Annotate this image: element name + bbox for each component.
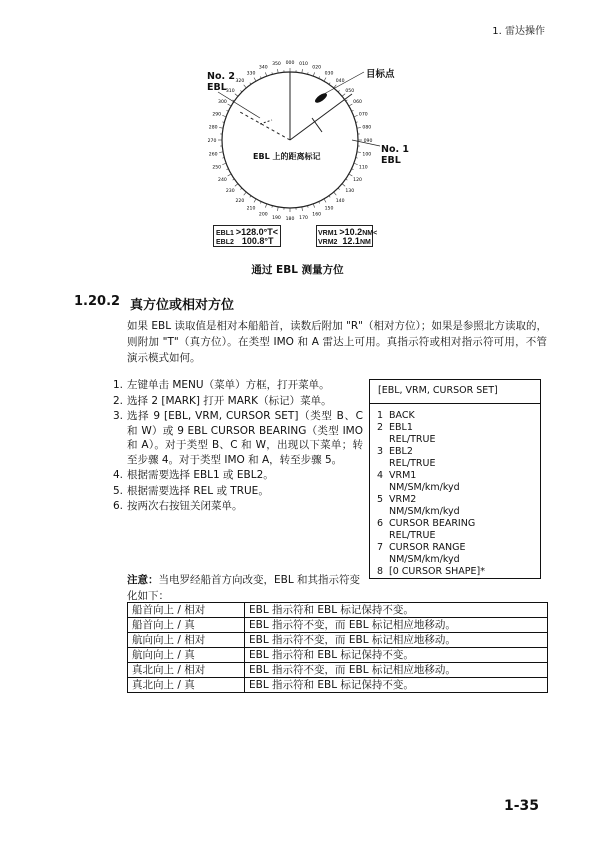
- bearing-tick-label: 000: [285, 61, 295, 66]
- bearing-tick-label: 150: [324, 206, 334, 212]
- bearing-tick: [302, 207, 303, 211]
- table-cell-mode: 真北向上 / 真: [128, 678, 245, 693]
- table-row: [128, 603, 548, 618]
- bearing-tick: [235, 94, 238, 97]
- menu-item[interactable]: [377, 482, 540, 494]
- table-cell-behavior: EBL 指示符不变，而 EBL 标记相应地移动。: [245, 663, 548, 678]
- bearing-tick-label: 290: [212, 112, 222, 118]
- bearing-tick-label: 220: [235, 198, 245, 204]
- heading-mode-table: [127, 602, 548, 693]
- page-header-chapter: 1. 雷达操作: [492, 26, 545, 37]
- menu-item-label: NM/SM/km/kyd: [389, 506, 460, 517]
- menu-item-number: 2: [377, 422, 384, 433]
- bearing-tick-label: 210: [246, 206, 256, 212]
- table-cell-behavior: EBL 指示符和 EBL 标记保持不变。: [245, 648, 548, 663]
- menu-item-label: VRM2: [389, 494, 417, 505]
- bearing-tick: [244, 85, 247, 88]
- bearing-tick-label: 110: [358, 165, 368, 171]
- menu-item[interactable]: [377, 434, 540, 446]
- bearing-tick-label: 300: [218, 100, 227, 105]
- bearing-tick: [254, 78, 256, 81]
- table-cell-mode: 航向向上 / 相对: [128, 633, 245, 648]
- ebl2-range-marker: [260, 120, 272, 124]
- bearing-tick-label: 120: [353, 178, 362, 183]
- bearing-tick-label: 170: [299, 215, 308, 221]
- table-row: [128, 633, 548, 648]
- bearing-tick: [254, 199, 256, 202]
- menu-item[interactable]: [377, 506, 540, 518]
- menu-item[interactable]: [377, 542, 540, 554]
- bearing-tick: [302, 69, 303, 73]
- ebl1-readout: EBL1 >128.0°T<: [216, 227, 278, 237]
- table-cell-behavior: EBL 指示符不变，而 EBL 标记相应地移动。: [245, 633, 548, 648]
- bearing-tick-label: 020: [312, 65, 322, 71]
- table-cell-behavior: EBL 指示符不变，而 EBL 标记相应地移动。: [245, 618, 548, 633]
- table-row: [128, 648, 548, 663]
- bearing-tick-label: 350: [272, 62, 281, 68]
- bearing-tick: [265, 204, 266, 208]
- bearing-tick: [265, 72, 266, 76]
- table-row: [128, 663, 548, 678]
- bearing-tick-label: 340: [258, 65, 268, 71]
- menu-item-number: 6: [377, 518, 384, 529]
- menu-item-label: [0 CURSOR SHAPE]*: [389, 566, 485, 577]
- bearing-tick-label: 320: [235, 79, 245, 85]
- range-mark-label: EBL 上的距离标记: [253, 152, 321, 161]
- bearing-tick-label: 240: [218, 178, 227, 183]
- menu-item-label: VRM1: [389, 470, 417, 481]
- bearing-tick: [324, 78, 326, 81]
- menu-item-number: [377, 506, 389, 518]
- bearing-tick-label: 050: [345, 88, 355, 94]
- bearing-tick: [228, 104, 231, 106]
- bearing-tick-label: 010: [299, 62, 308, 68]
- figure-caption: 通过 EBL 测量方位: [251, 264, 344, 276]
- no1-ebl-label: No. 1 EBL: [381, 144, 410, 166]
- menu-item-number: [377, 554, 389, 566]
- target-echo: [314, 92, 329, 105]
- menu-item[interactable]: [377, 530, 540, 542]
- bearing-tick: [354, 163, 358, 164]
- menu-panel: [369, 379, 541, 579]
- bearing-tick-label: 130: [345, 189, 355, 195]
- bearing-tick-label: 280: [208, 125, 218, 131]
- bearing-tick-label: 250: [212, 165, 222, 171]
- menu-item-number: [377, 482, 389, 494]
- bearing-tick-label: 180: [285, 217, 295, 222]
- bearing-tick: [222, 115, 226, 116]
- menu-item[interactable]: [377, 566, 540, 578]
- bearing-tick: [219, 152, 223, 153]
- target-label: 目标点: [366, 69, 395, 80]
- menu-item[interactable]: [377, 554, 540, 566]
- bearing-tick: [222, 163, 226, 164]
- menu-item[interactable]: [377, 422, 540, 434]
- table-cell-mode: 船首向上 / 真: [128, 618, 245, 633]
- menu-item[interactable]: [377, 458, 540, 470]
- bearing-tick-label: 070: [358, 112, 368, 118]
- menu-item-number: 3: [377, 446, 384, 457]
- menu-list: [370, 404, 540, 578]
- bearing-tick-label: 140: [335, 198, 345, 204]
- step-item: 1. 左键单击 MENU（菜单）方框，打开菜单。: [113, 379, 330, 391]
- no2-ebl-label: No. 2 EBL: [207, 71, 236, 93]
- bearing-tick-label: 100: [362, 152, 372, 158]
- bearing-tick: [241, 188, 242, 189]
- bearing-tick: [313, 72, 314, 76]
- table-row: [128, 618, 548, 633]
- step-item: 4. 根据需要选择 EBL1 或 EBL2。: [113, 469, 274, 481]
- menu-item-label: NM/SM/km/kyd: [389, 554, 460, 565]
- bearing-tick-label: 090: [363, 139, 373, 144]
- table-cell-behavior: EBL 指示符和 EBL 标记保持不变。: [245, 603, 548, 618]
- note-text: 当电罗经船首方向改变，EBL 和其指示符变化如下：: [127, 574, 361, 602]
- procedure-steps: [113, 378, 363, 515]
- menu-item-label: EBL2: [389, 446, 413, 457]
- bearing-tick-label: 080: [362, 125, 372, 131]
- bearing-tick: [277, 207, 278, 211]
- menu-item[interactable]: [377, 410, 540, 422]
- bearing-tick-label: 040: [335, 79, 345, 85]
- table-cell-mode: 船首向上 / 相对: [128, 603, 245, 618]
- bearing-tick: [349, 104, 352, 106]
- bearing-tick-label: 270: [207, 139, 217, 144]
- table-cell-mode: 航向向上 / 真: [128, 648, 245, 663]
- bearing-tick: [277, 69, 278, 73]
- menu-item[interactable]: [377, 470, 540, 482]
- bearing-tick-label: 330: [246, 71, 256, 77]
- step-item: 6. 按两次右按钮关闭菜单。: [113, 500, 243, 512]
- bearing-tick: [324, 199, 326, 202]
- section-paragraph: 如果 EBL 读取值是相对本船船首，读数后附加 "R"（相对方位）；如果是参照北方读取的，则附加 "T"（真方位）。在类型 IMO 和 A 雷达上可用。真指示符或相对指示符可用，不管演示模式如何。: [127, 320, 547, 364]
- table-cell-mode: 真北向上 / 相对: [128, 663, 245, 678]
- bearing-tick: [235, 184, 238, 187]
- menu-item-label: CURSOR BEARING: [389, 518, 476, 529]
- bearing-tick-label: 200: [258, 212, 268, 218]
- bearing-tick: [357, 127, 361, 128]
- note-label: 注意：: [127, 574, 159, 586]
- step-item: 5. 根据需要选择 REL 或 TRUE。: [113, 484, 269, 497]
- bearing-tick: [357, 152, 361, 153]
- bearing-tick: [338, 188, 339, 189]
- menu-item-label: REL/TRUE: [389, 530, 436, 541]
- menu-item-label: EBL1: [389, 422, 413, 433]
- bearing-tick: [338, 91, 339, 92]
- bearing-tick-label: 260: [208, 152, 218, 158]
- menu-item[interactable]: [377, 446, 540, 458]
- menu-item-number: 4: [377, 470, 384, 481]
- bearing-tick-label: 230: [225, 189, 235, 195]
- bearing-tick: [342, 94, 345, 97]
- menu-item-number: 1: [377, 410, 384, 421]
- bearing-tick: [342, 184, 345, 187]
- ebl2-line: [240, 112, 290, 140]
- bearing-tick: [241, 91, 242, 92]
- bearing-tick-label: 160: [312, 212, 322, 218]
- step-item: 3. 选择 9 [EBL, VRM, CURSOR SET]（类型 B、C 和 W）或 9 EBL CURSOR BEARING（类型 IMO 和 A）。对于类型 B、C 和 W，出现以下菜单；转至步骤 4。对于类型 IMO 和 A，转至步骤 5。: [113, 410, 363, 466]
- bearing-tick: [219, 127, 223, 128]
- menu-item-label: NM/SM/km/kyd: [389, 482, 460, 493]
- menu-item-number: [377, 530, 389, 542]
- bearing-tick-label: 310: [225, 88, 235, 94]
- bearing-tick: [244, 192, 247, 195]
- bearing-tick: [349, 174, 352, 176]
- menu-item-number: 5: [377, 494, 384, 505]
- bearing-tick: [354, 115, 358, 116]
- menu-title: [EBL, VRM, CURSOR SET]: [370, 380, 540, 404]
- vrm2-readout: VRM2 12.1NM: [318, 236, 371, 246]
- table-cell-behavior: EBL 指示符和 EBL 标记保持不变。: [245, 678, 548, 693]
- menu-item[interactable]: [377, 494, 540, 506]
- menu-item-number: 8: [377, 566, 384, 577]
- menu-item-number: 7: [377, 542, 384, 553]
- menu-item-label: BACK: [389, 410, 415, 421]
- menu-item[interactable]: [377, 518, 540, 530]
- bearing-tick-label: 060: [353, 100, 362, 105]
- section-title: 真方位或相对方位: [130, 298, 235, 313]
- table-row: [128, 678, 548, 693]
- bearing-tick-label: 030: [324, 71, 334, 77]
- ebl2-readout: EBL2 100.8°T: [216, 236, 274, 246]
- page-number: 1-35: [503, 798, 539, 814]
- menu-item-number: [377, 458, 389, 470]
- menu-item-number: [377, 434, 389, 446]
- vrm1-readout: VRM1 >10.2NM<: [318, 227, 378, 237]
- bearing-tick: [334, 192, 337, 195]
- note: [127, 572, 367, 604]
- bearing-tick-label: 190: [272, 215, 281, 221]
- menu-item-label: CURSOR RANGE: [389, 542, 466, 553]
- menu-item-label: REL/TRUE: [389, 458, 436, 469]
- menu-item-label: REL/TRUE: [389, 434, 436, 445]
- step-item: 2. 选择 2 [MARK] 打开 MARK（标记）菜单。: [113, 394, 332, 407]
- bearing-tick: [228, 174, 231, 176]
- section-number: 1.20.2: [74, 294, 121, 309]
- bearing-tick: [313, 204, 314, 208]
